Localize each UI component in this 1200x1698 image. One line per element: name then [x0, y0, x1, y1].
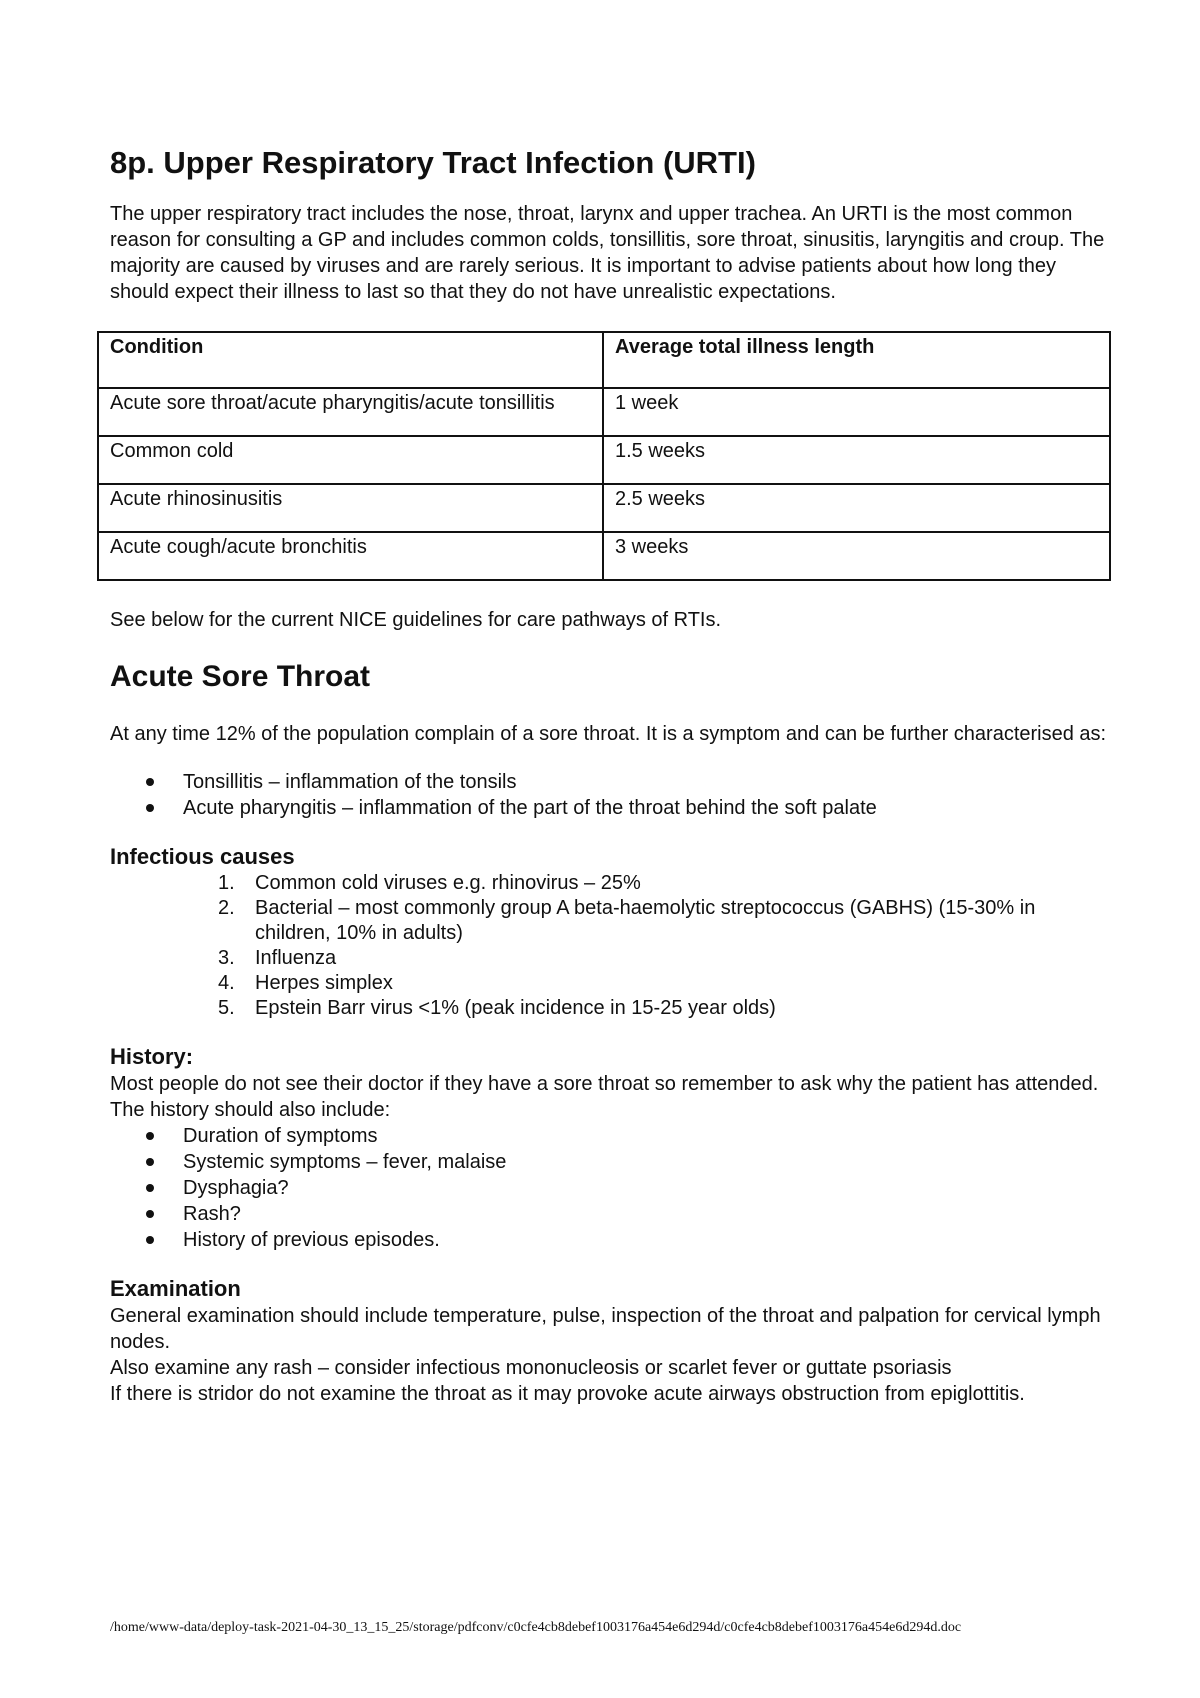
list-number: 4. [218, 972, 235, 995]
table-cell-condition: Common cold [98, 436, 603, 484]
illness-length-table [97, 331, 1111, 581]
list-item: Systemic symptoms – fever, malaise [110, 1149, 1110, 1175]
table-header-row [98, 332, 1110, 388]
table-row [98, 484, 1110, 532]
list-item: Duration of symptoms [110, 1123, 1110, 1149]
list-text: Bacterial – most commonly group A beta-haemolytic streptococcus (GABHS) (15-30% in children, 10% in adults) [255, 897, 1036, 945]
table-cell-condition: Acute sore throat/acute pharyngitis/acute tonsillitis [98, 388, 603, 436]
page-title: 8p. Upper Respiratory Tract Infection (URTI) [110, 145, 756, 180]
list-item [110, 946, 1110, 971]
list-item: Dysphagia? [110, 1175, 1110, 1201]
table-header-length: Average total illness length [603, 332, 1110, 388]
table-row [98, 436, 1110, 484]
spacer [110, 1021, 1110, 1043]
history-list [110, 1123, 1110, 1253]
list-item: Tonsillitis – inflammation of the tonsils [110, 769, 1110, 795]
intro-paragraph: The upper respiratory tract includes the nose, throat, larynx and upper trachea. An URTI is the most common reason for consulting a GP and includes common colds, tonsillitis, sore throat, sinusitis, laryngitis and croup. The majority are caused by viruses and are rarely serious. It is important to advise patients about how long they should expect their illness to last so that they do not have unrealistic expectations. [110, 203, 1105, 304]
list-item: History of previous episodes. [110, 1227, 1110, 1253]
table-row [98, 532, 1110, 580]
file-path-footer: /home/www-data/deploy-task-2021-04-30_13_15_25/storage/pdfconv/c0cfe4cb8debef1003176a454e6d294d/c0cfe4cb8debef1003176a454e6d294d.doc [110, 1620, 962, 1635]
examination-line: Also examine any rash – consider infectious mononucleosis or scarlet fever or guttate psoriasis [110, 1357, 952, 1380]
examination-line: If there is stridor do not examine the throat as it may provoke acute airways obstruction from epiglottitis. [110, 1383, 1025, 1406]
section-heading-sore-throat: Acute Sore Throat [110, 660, 371, 694]
table-cell-length: 1.5 weeks [603, 436, 1110, 484]
spacer [110, 1253, 1110, 1275]
list-text: Common cold viruses e.g. rhinovirus – 25% [255, 872, 641, 895]
section-heading-examination: Examination [110, 1276, 241, 1302]
spacer [110, 747, 1110, 769]
see-below-note: See below for the current NICE guidelines for care pathways of RTIs. [110, 609, 722, 632]
table-cell-condition: Acute rhinosinusitis [98, 484, 603, 532]
list-item: Acute pharyngitis – inflammation of the part of the throat behind the soft palate [110, 795, 1110, 821]
list-text: Influenza [255, 947, 337, 970]
sore-throat-types-list [110, 769, 1110, 821]
list-text: Herpes simplex [255, 972, 393, 995]
document-content [110, 144, 1110, 1407]
infectious-causes-list [110, 871, 1110, 1021]
list-item [110, 896, 1110, 946]
history-intro: Most people do not see their doctor if they have a sore throat so remember to ask why the patient has attended. The history should also include: [110, 1073, 1099, 1122]
table-cell-length: 1 week [603, 388, 1110, 436]
list-item [110, 971, 1110, 996]
section-heading-infectious-causes: Infectious causes [110, 844, 295, 870]
list-number: 1. [218, 872, 235, 895]
list-text: Epstein Barr virus <1% (peak incidence in 15-25 year olds) [255, 997, 776, 1020]
list-item: Rash? [110, 1201, 1110, 1227]
table-cell-condition: Acute cough/acute bronchitis [98, 532, 603, 580]
table-row [98, 388, 1110, 436]
list-item [110, 996, 1110, 1021]
list-item [110, 871, 1110, 896]
table-cell-length: 3 weeks [603, 532, 1110, 580]
examination-line: General examination should include temperature, pulse, inspection of the throat and palpation for cervical lymph nodes. [110, 1305, 1101, 1354]
list-number: 3. [218, 947, 235, 970]
list-number: 5. [218, 997, 235, 1020]
list-number: 2. [218, 897, 235, 920]
spacer [110, 821, 1110, 843]
sore-throat-intro: At any time 12% of the population complain of a sore throat. It is a symptom and can be further characterised as: [110, 723, 1107, 746]
section-heading-history: History: [110, 1044, 194, 1070]
table-cell-length: 2.5 weeks [603, 484, 1110, 532]
table-header-condition: Condition [98, 332, 603, 388]
